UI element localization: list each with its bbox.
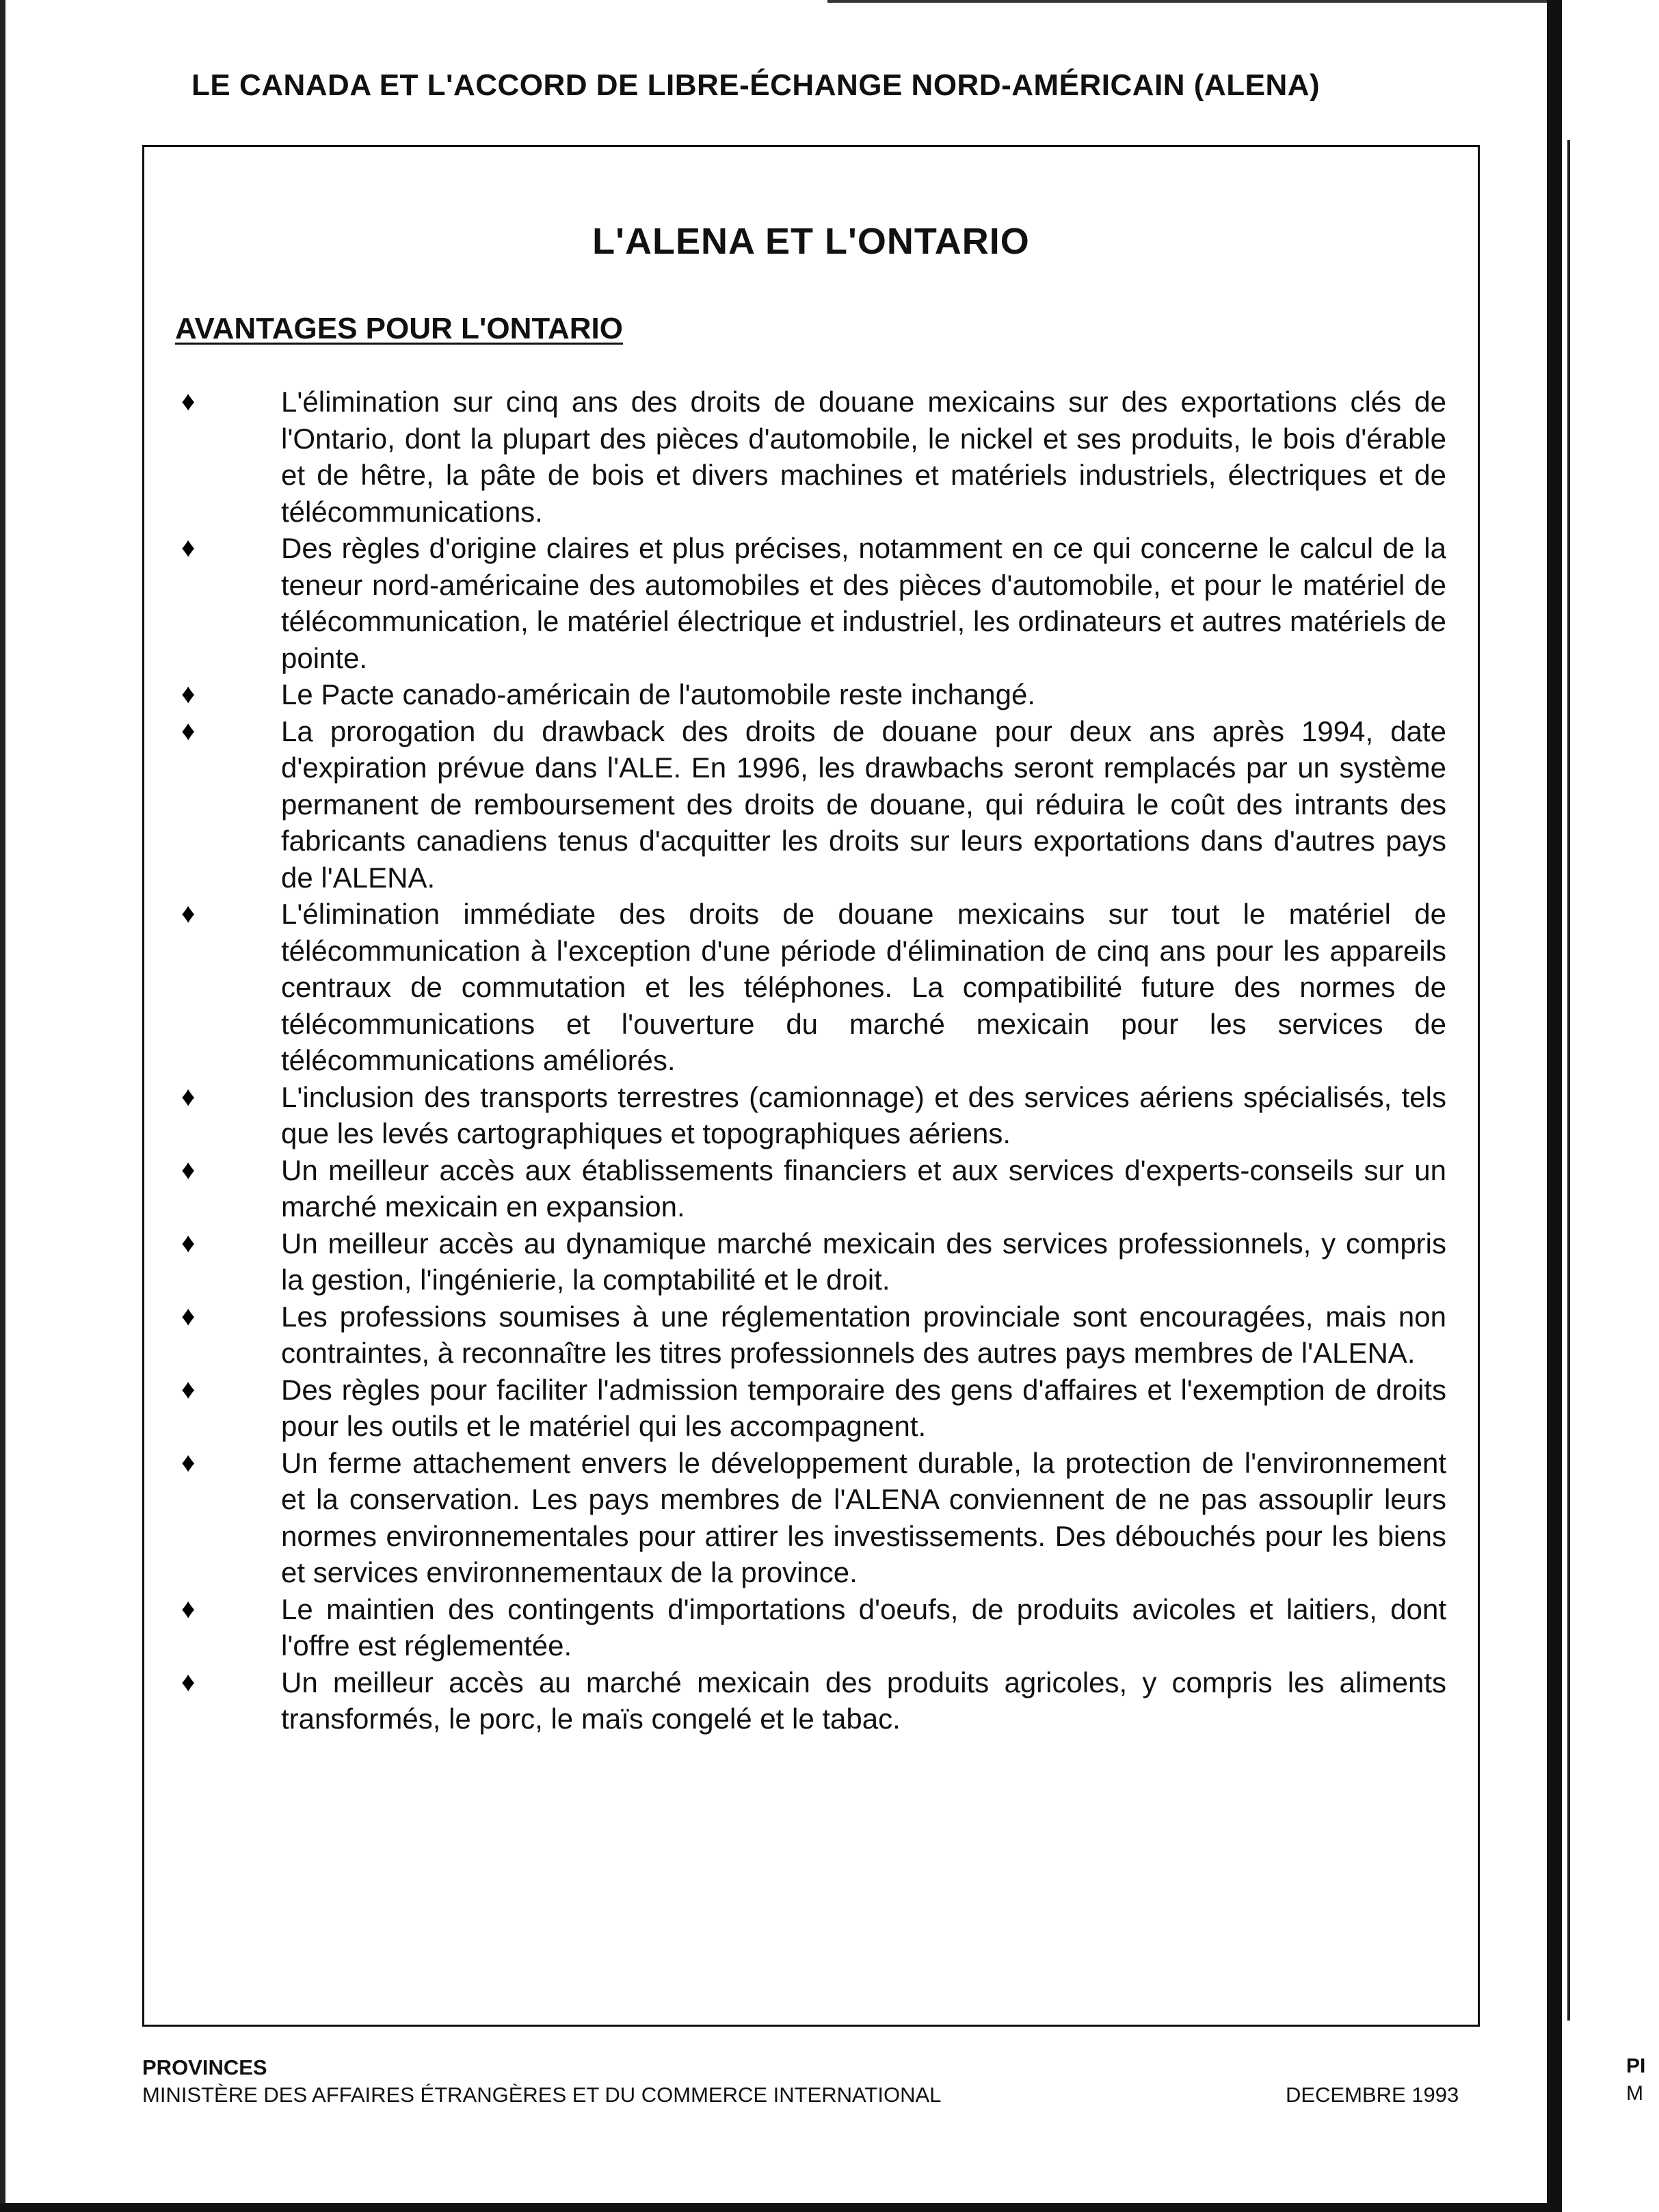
list-item	[181, 1372, 1446, 1445]
adjacent-page-text-line2: M	[1626, 2082, 1643, 2105]
diamond-bullet-icon: ♦	[181, 1301, 196, 1331]
adjacent-page-text-line1: PI	[1626, 2055, 1646, 2077]
list-item	[181, 1225, 1446, 1298]
list-item	[181, 530, 1446, 676]
list-item-text: Un meilleur accès au dynamique marché mexicain des services professionnels, y compris la gestion, l'ingénierie, la comptabilité et le droit.	[281, 1227, 1446, 1296]
list-item	[181, 896, 1446, 1079]
list-item	[181, 1445, 1446, 1591]
list-item-text: Des règles pour faciliter l'admission temporaire des gens d'affaires et l'exemption de droits pour les outils et le matériel qui les accompagnent.	[281, 1373, 1446, 1442]
adjacent-page-frame-line	[1567, 140, 1570, 2021]
list-item	[181, 1591, 1446, 1664]
diamond-bullet-icon: ♦	[181, 1447, 196, 1478]
list-item	[181, 676, 1446, 713]
list-item	[181, 1664, 1446, 1737]
footer-block	[142, 2054, 941, 2109]
diamond-bullet-icon: ♦	[181, 386, 196, 416]
list-item-text: L'élimination sur cinq ans des droits de douane mexicains sur des exportations clés de l'Ontario, dont la plupart des pièces d'automobile, le nickel et ses produits, le bois d'érable et de hêtre, la pâte de bois et divers machines et matériels industriels, électriques et de télécommunications.	[281, 386, 1446, 528]
footer-date: DECEMBRE 1993	[1286, 2083, 1459, 2107]
diamond-bullet-icon: ♦	[181, 715, 196, 746]
list-item-text: Un meilleur accès au marché mexicain des produits agricoles, y compris les aliments transformés, le porc, le maïs congelé et le tabac.	[281, 1666, 1446, 1735]
list-item	[181, 1152, 1446, 1225]
diamond-bullet-icon: ♦	[181, 898, 196, 929]
page-top-edge	[827, 0, 1552, 3]
diamond-bullet-icon: ♦	[181, 1666, 196, 1697]
list-item-text: L'inclusion des transports terrestres (camionnage) et des services aériens spécialisés, tels que les levés cartographiques et topographiques aériens.	[281, 1080, 1446, 1149]
list-item-text: Un meilleur accès aux établissements financiers et aux services d'experts-conseils sur un marché mexicain en expansion.	[281, 1154, 1446, 1223]
diamond-bullet-icon: ♦	[181, 533, 196, 563]
footer-label: PROVINCES	[142, 2055, 267, 2079]
document-header: LE CANADA ET L'ACCORD DE LIBRE-ÉCHANGE NORD-AMÉRICAIN (ALENA)	[191, 68, 1320, 102]
list-item-text: Le Pacte canado-américain de l'automobile reste inchangé.	[281, 678, 1036, 710]
list-item-text: Le maintien des contingents d'importations d'oeufs, de produits avicoles et laitiers, dont l'offre est réglementée.	[281, 1593, 1446, 1662]
adjacent-page-strip	[1547, 0, 1659, 2212]
diamond-bullet-icon: ♦	[181, 1593, 196, 1624]
list-item	[181, 713, 1446, 896]
list-item-text: Un ferme attachement envers le développement durable, la protection de l'environnement et la conservation. Les pays membres de l'ALENA conviennent de ne pas assouplir leurs normes environnementales pour attirer les investissements. Des débouchés pour les biens et services environnementaux de la province.	[281, 1446, 1446, 1588]
section-subheading: AVANTAGES POUR L'ONTARIO	[175, 312, 623, 345]
list-item-text: La prorogation du drawback des droits de douane pour deux ans après 1994, date d'expiration prévue dans l'ALE. En 1996, les drawbachs seront remplacés par un système permanent de remboursement des droits de douane, qui réduira le coût des intrants des fabricants canadiens tenus d'acquitter les droits sur leurs exportations dans d'autres pays de l'ALENA.	[281, 715, 1446, 894]
list-item-text: L'élimination immédiate des droits de douane mexicains sur tout le matériel de télécommunication à l'exception d'une période d'élimination de cinq ans pour les appareils centraux de commutation et les téléphones. La compatibilité future des normes de télécommunications et l'ouverture du marché mexicain pour les services de télécommunications améliorés.	[281, 898, 1446, 1076]
page-left-edge	[0, 0, 5, 2212]
diamond-bullet-icon: ♦	[181, 679, 196, 709]
list-item	[181, 384, 1446, 530]
diamond-bullet-icon: ♦	[181, 1081, 196, 1112]
page-title: L'ALENA ET L'ONTARIO	[592, 221, 1030, 262]
list-item	[181, 1298, 1446, 1372]
diamond-bullet-icon: ♦	[181, 1227, 196, 1258]
list-item	[181, 1079, 1446, 1152]
benefits-list	[181, 384, 1446, 1737]
footer-ministry: MINISTÈRE DES AFFAIRES ÉTRANGÈRES ET DU COMMERCE INTERNATIONAL	[142, 2083, 942, 2107]
list-item-text: Les professions soumises à une réglementation provinciale sont encouragées, mais non contraintes, à reconnaître les titres professionnels des autres pays membres de l'ALENA.	[281, 1300, 1446, 1369]
list-item-text: Des règles d'origine claires et plus précises, notamment en ce qui concerne le calcul de la teneur nord-américaine des automobiles et des pièces d'automobile, et pour le matériel de télécommunication, le matériel électrique et industriel, les ordinateurs et autres matériels de pointe.	[281, 532, 1446, 674]
diamond-bullet-icon: ♦	[181, 1154, 196, 1185]
page-bottom-edge	[0, 2203, 1573, 2212]
diamond-bullet-icon: ♦	[181, 1374, 196, 1404]
